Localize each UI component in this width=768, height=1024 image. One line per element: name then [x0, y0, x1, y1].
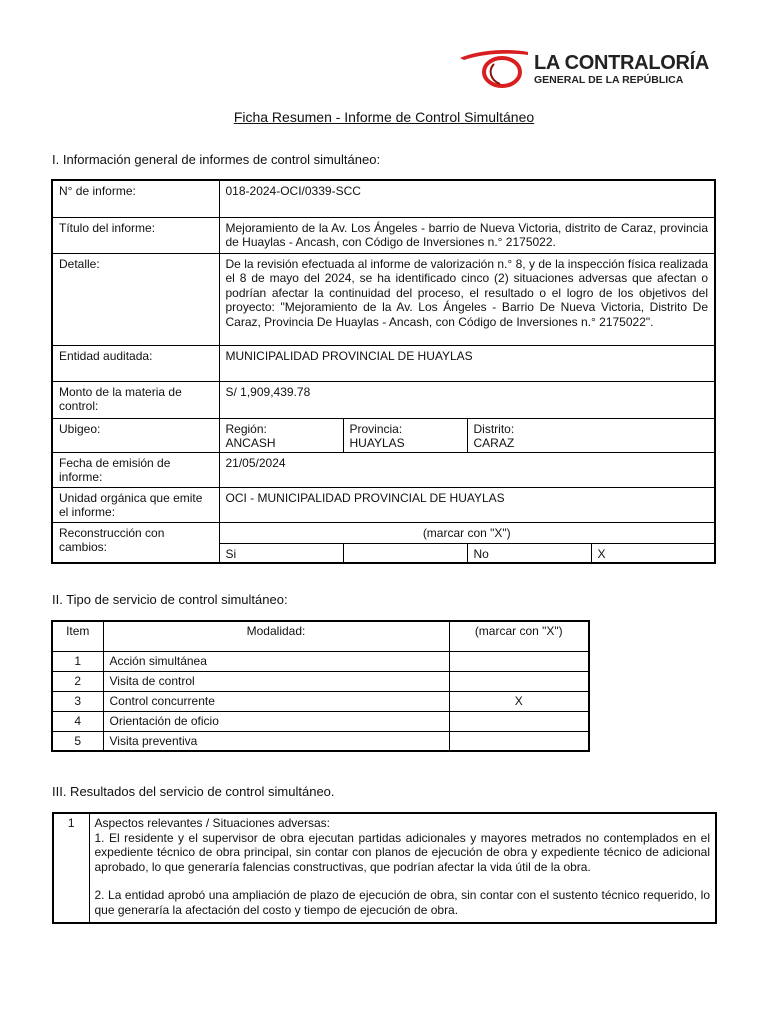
- ubigeo-label: Ubigeo:: [52, 418, 219, 452]
- table-row: [52, 217, 715, 253]
- item-number: 2: [52, 671, 103, 691]
- detalle-value: De la revisión efectuada al informe de valorización n.° 8, y de la inspección física realizada el 8 de mayo del 2024, se ha identificado cinco (2) situaciones adversas que afectan o podrían afectar la continuidad del proceso, el resultado o el logro de los objetivos del proyecto: "Mejoramiento de la Av. Los Ángeles - Barrio De Nueva Victoria, Distrito De Caraz, Provincia De Huaylas - Ancash, con Código de Inversiones n.° 2175022".: [219, 253, 715, 345]
- result-paragraph-2: 2. La entidad aprobó una ampliación de plazo de ejecución de obra, sin contar con el sustento técnico requerido, lo que generaría la afectación del costo y tiempo de ejecución de obra.: [94, 888, 710, 917]
- document-title: Ficha Resumen - Informe de Control Simultáneo: [233, 109, 535, 125]
- si-mark: [343, 543, 467, 563]
- modalidad-cell: Acción simultánea: [103, 651, 449, 671]
- item-number: 3: [52, 691, 103, 711]
- si-label: Si: [219, 543, 343, 563]
- monto-value: S/ 1,909,439.78: [219, 381, 715, 418]
- provincia-label: Provincia:: [349, 421, 403, 436]
- modalidad-cell: Visita preventiva: [103, 731, 449, 751]
- numero-value: 018-2024-OCI/0339-SCC: [219, 180, 715, 217]
- section-1-title: I. Información general de informes de control simultáneo:: [52, 152, 381, 167]
- fecha-value: 21/05/2024: [219, 452, 715, 487]
- unidad-label: Unidad orgánica que emite el informe:: [52, 487, 219, 522]
- titulo-value: Mejoramiento de la Av. Los Ángeles - barrio de Nueva Victoria, distrito de Caraz, provincia de Huaylas - Ancash, con Código de Inversiones n.° 2175022.: [219, 217, 715, 253]
- titulo-label: Título del informe:: [52, 217, 219, 253]
- unidad-value: OCI - MUNICIPALIDAD PROVINCIAL DE HUAYLAS: [219, 487, 715, 522]
- marcar-header: (marcar con "X"): [449, 621, 589, 651]
- section-2-title: II. Tipo de servicio de control simultáneo:: [52, 592, 288, 607]
- entidad-label: Entidad auditada:: [52, 345, 219, 381]
- modalidad-cell: Visita de control: [103, 671, 449, 691]
- table-row: [52, 487, 715, 522]
- modalidad-header: Modalidad:: [103, 621, 449, 651]
- item-number: 4: [52, 711, 103, 731]
- table-row: [52, 452, 715, 487]
- table-row: [52, 671, 589, 691]
- table-row: [52, 180, 715, 217]
- mark-cell: [449, 731, 589, 751]
- contraloria-emblem-icon: [458, 48, 530, 90]
- org-name: LA CONTRALORÍA: [534, 52, 710, 74]
- item-header: Item: [52, 621, 103, 651]
- table-row: [52, 381, 715, 418]
- table-row: [52, 418, 715, 452]
- item-number: 5: [52, 731, 103, 751]
- modalidad-cell: Control concurrente: [103, 691, 449, 711]
- results-table: [52, 812, 717, 924]
- distrito-value: CARAZ: [473, 436, 515, 451]
- numero-label: N° de informe:: [52, 180, 219, 217]
- monto-label: Monto de la materia de control:: [52, 381, 219, 418]
- provincia-value: HUAYLAS: [349, 436, 405, 451]
- table-row: [52, 345, 715, 381]
- section-3-title: III. Resultados del servicio de control simultáneo.: [52, 784, 335, 799]
- distrito-label: Distrito:: [473, 421, 515, 436]
- provincia-cell: [343, 418, 467, 452]
- region-label: Región:: [225, 421, 267, 436]
- item-number: 1: [52, 651, 103, 671]
- contraloria-logo: [458, 46, 718, 92]
- table-row: [52, 711, 589, 731]
- table-row: [52, 731, 589, 751]
- table-header-row: [52, 621, 589, 651]
- distrito-cell: [467, 418, 715, 452]
- result-heading: Aspectos relevantes / Situaciones adversas:: [94, 816, 330, 830]
- table-row: [53, 813, 716, 923]
- entidad-value: MUNICIPALIDAD PROVINCIAL DE HUAYLAS: [219, 345, 715, 381]
- result-paragraph-1: 1. El residente y el supervisor de obra ejecutan partidas adicionales y mayores metrados no contemplados en el expediente técnico de obra principal, sin contar con planos de ejecución de obra y expediente técnico de adicional aprobado, lo que generaría falencias constructivas, que podrían afectar la vida útil de la obra.: [94, 830, 710, 874]
- marcar-header: (marcar con "X"): [219, 522, 715, 543]
- general-info-table: [51, 179, 716, 564]
- reconstruccion-label: Reconstrucción con cambios:: [52, 522, 219, 563]
- no-label: No: [467, 543, 591, 563]
- mark-cell: [449, 671, 589, 691]
- region-cell: [219, 418, 343, 452]
- table-row: [52, 691, 589, 711]
- modalidad-cell: Orientación de oficio: [103, 711, 449, 731]
- mark-cell: [449, 651, 589, 671]
- table-row: [52, 253, 715, 345]
- region-value: ANCASH: [225, 436, 276, 451]
- org-subtitle: GENERAL DE LA REPÚBLICA: [534, 74, 684, 86]
- table-row: [52, 651, 589, 671]
- mark-cell: [449, 711, 589, 731]
- fecha-label: Fecha de emisión de informe:: [52, 452, 219, 487]
- no-mark: X: [591, 543, 715, 563]
- result-item-number: 1: [53, 813, 89, 923]
- detalle-label: Detalle:: [52, 253, 219, 345]
- result-content: [89, 813, 716, 923]
- service-type-table: [51, 620, 590, 752]
- table-row: [52, 522, 715, 543]
- mark-cell: X: [449, 691, 589, 711]
